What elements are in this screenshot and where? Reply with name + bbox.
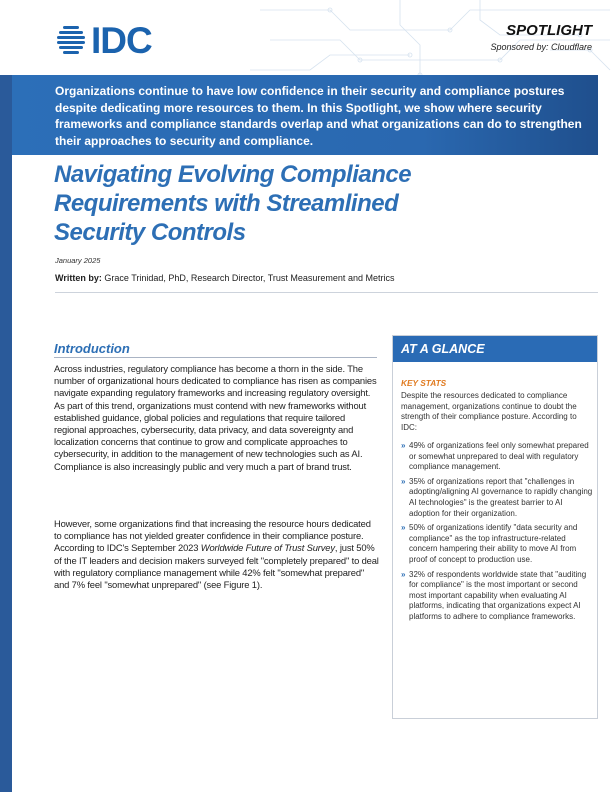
key-stats-list (401, 441, 593, 627)
document-type: SPOTLIGHT (506, 22, 592, 39)
bullet-chevron-icon: » (401, 476, 406, 486)
stat-text: 49% of organizations feel only somewhat prepared or somewhat unprepared to deal with regulatory compliance management. (409, 441, 589, 472)
intro-paragraph-2 (54, 518, 379, 591)
list-item (401, 441, 593, 473)
section-rule (54, 357, 377, 358)
list-item (401, 570, 593, 623)
idc-logo (55, 19, 152, 61)
stat-text: 35% of organizations report that "challenges in adopting/aligning AI governance to rapidly changing AI technologies" is the greatest barrier to AI adoption for their organization. (409, 476, 593, 518)
page-title (54, 160, 474, 247)
at-a-glance-heading: AT A GLANCE (393, 336, 597, 362)
bullet-chevron-icon: » (401, 441, 406, 450)
byline-text: Grace Trinidad, PhD, Research Director, Trust Measurement and Metrics (101, 273, 395, 283)
globe-icon (55, 24, 87, 56)
stat-text: 50% of organizations identify "data security and compliance" as the top infrastructure-related concern hampering their ability to move AI from proof of concept to production use. (409, 523, 578, 564)
page-header (0, 0, 612, 75)
intro-paragraph-1: Across industries, regulatory compliance has become a thorn in the side. The number of organizational hours dedicated to compliance has risen as companies navigate expanding regulatory frameworks and increasing regulatory oversight. As part of this trend, organizations must contend with new frameworks without established guidance, global policies and regulations that require tailored regional approaches, cybersecurity, data privacy, and data sovereignty and localization concerns that continue to grow and complicate approaches to cybersecurity, in addition to the management of new technologies such as AI. Compliance is also increasingly public and very much a part of brand trust. (54, 363, 377, 472)
paragraph-text: , just 50% of the IT leaders and decision makers surveyed felt "completely prepared" to deal with regulatory compliance management while 42% felt "somewhat prepared" and 7% feel "somewhat unprepared" (see Figure 1). (54, 542, 379, 591)
list-item (401, 523, 593, 565)
stat-text: 32% of respondents worldwide state that "auditing for compliance" is the most important or second most important capability when evaluating AI platforms, indicating that organizations expect AI platforms to adhere to compliance frameworks. (409, 569, 587, 621)
title-line: Requirements with Streamlined (54, 190, 399, 217)
summary-banner (12, 75, 598, 155)
header-divider (55, 292, 598, 293)
key-stats-intro: Despite the resources dedicated to compliance management, organizations continue to doubt the strength of their compliance posture. According to IDC: (401, 391, 577, 432)
survey-title: Worldwide Future of Trust Survey (200, 542, 335, 554)
byline (55, 273, 394, 283)
at-a-glance-sidebar (392, 335, 598, 719)
document-type-block (490, 22, 592, 52)
section-heading-introduction: Introduction (54, 341, 130, 356)
key-stats-label: KEY STATS (401, 378, 447, 388)
byline-label: Written by: (55, 273, 102, 283)
bullet-chevron-icon: » (401, 569, 406, 579)
title-line: Navigating Evolving Compliance (54, 161, 412, 188)
bullet-chevron-icon: » (401, 523, 406, 533)
list-item (401, 477, 593, 519)
publication-date: January 2025 (55, 256, 101, 265)
sponsor-line: Sponsored by: Cloudflare (490, 42, 592, 52)
logo-wordmark: IDC (91, 19, 152, 61)
banner-text: Organizations continue to have low confidence in their security and compliance postures despite dedicating more resources to them. In this Spotlight, we show where security frameworks and compliance standards overlap and what organizations can do to strengthen their approaches to security and compliance. (55, 84, 582, 148)
title-line: Security Controls (54, 219, 246, 246)
paragraph-text: However, some organizations find that increasing the resource hours dedicated to compliance has not yielded greater confidence in their compliance posture. According to IDC's September 2023 (54, 518, 371, 554)
left-accent-bar (0, 70, 12, 792)
